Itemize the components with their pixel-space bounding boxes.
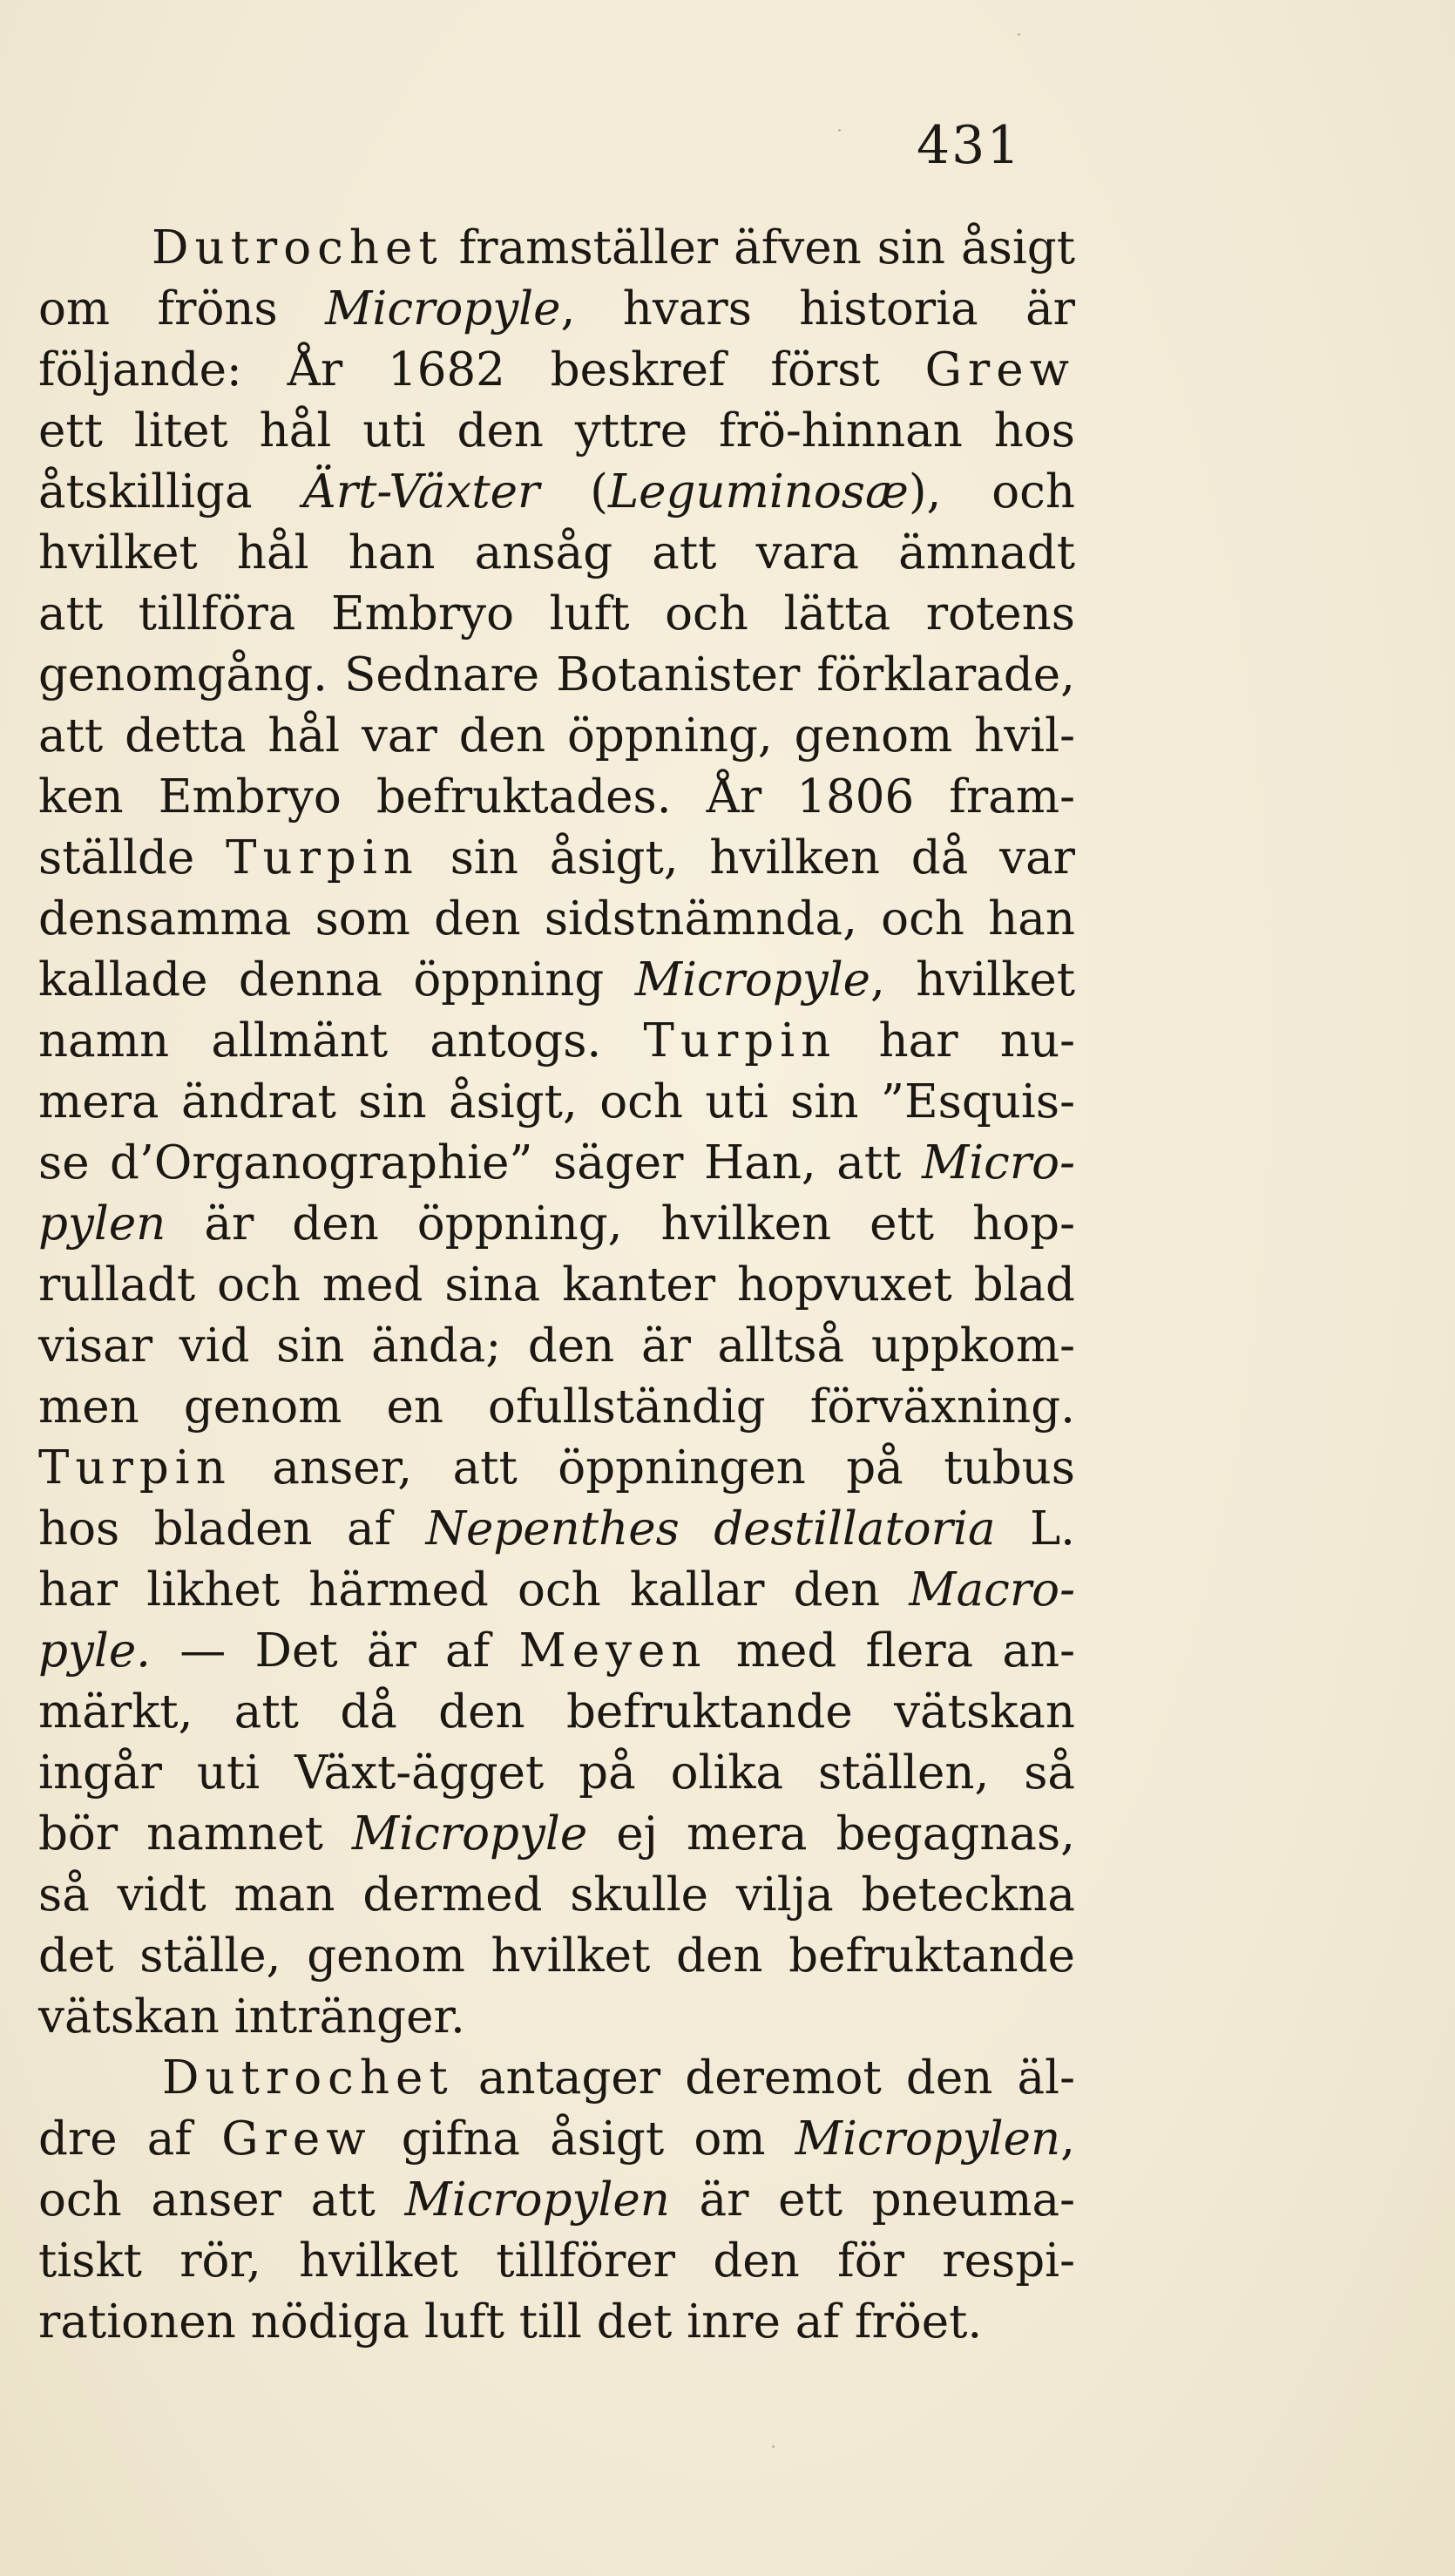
text-segment: dre af bbox=[38, 2112, 222, 2166]
text-segment: densamma som den sidstnämnda, och han bbox=[38, 892, 1075, 946]
italic-term: pylen bbox=[38, 1197, 166, 1251]
text-segment: följande: År 1682 beskref först bbox=[38, 343, 925, 397]
text-line bbox=[38, 1438, 1075, 1499]
text-segment: är den öppning, hvilken ett hop- bbox=[166, 1197, 1075, 1251]
text-segment: med flera an- bbox=[707, 1624, 1075, 1678]
text-line bbox=[38, 2109, 1075, 2170]
text-segment: märkt, att då den befruktande vätskan bbox=[38, 1685, 1075, 1739]
text-segment: så vidt man dermed skulle vilja beteckna bbox=[38, 1868, 1075, 1922]
text-segment: att detta hål var den öppning, genom hvil- bbox=[38, 709, 1075, 763]
italic-term: Nepenthes destillatoria bbox=[425, 1502, 996, 1556]
text-line bbox=[38, 1011, 1075, 1072]
italic-term: Micropyle bbox=[325, 282, 561, 336]
text-line bbox=[38, 1560, 1075, 1621]
text-line bbox=[38, 218, 1075, 279]
text-segment: tiskt rör, hvilket tillförer den för respi- bbox=[38, 2234, 1075, 2288]
spaced-name: Turpin bbox=[38, 1441, 232, 1495]
italic-term: Micropyle bbox=[351, 1807, 588, 1861]
text-segment: att tillföra Embryo luft och lätta rotens bbox=[38, 587, 1075, 641]
text-line bbox=[38, 767, 1075, 828]
text-segment: visar vid sin ända; den är alltså uppkom- bbox=[38, 1319, 1075, 1373]
text-line bbox=[38, 462, 1075, 523]
text-segment: ), och bbox=[908, 465, 1075, 519]
italic-term: Leguminosæ bbox=[607, 465, 909, 519]
text-segment: , bbox=[1060, 2112, 1075, 2166]
text-segment: — Det är af bbox=[151, 1624, 519, 1678]
italic-term: pyle. bbox=[38, 1624, 152, 1678]
spaced-name: Dutrochet bbox=[152, 221, 443, 275]
text-line bbox=[38, 340, 1075, 401]
text-segment: åtskilliga bbox=[38, 465, 303, 519]
text-line bbox=[38, 401, 1075, 462]
text-line bbox=[38, 1621, 1075, 1682]
text-segment: kallade denna öppning bbox=[38, 953, 635, 1007]
text-line bbox=[38, 1987, 1075, 2048]
text-segment: om fröns bbox=[38, 282, 326, 336]
text-segment: vätskan intränger. bbox=[38, 1990, 465, 2044]
text-segment: ( bbox=[539, 465, 608, 519]
text-segment: har nu- bbox=[836, 1014, 1075, 1068]
spaced-name: Meyen bbox=[518, 1624, 707, 1678]
text-line bbox=[38, 2048, 1075, 2109]
text-line bbox=[38, 1682, 1075, 1743]
text-segment: och anser att bbox=[38, 2173, 405, 2227]
text-line bbox=[38, 2170, 1075, 2231]
text-segment: ett litet hål uti den yttre frö-hinnan hos bbox=[38, 404, 1075, 458]
text-segment: hos bladen af bbox=[38, 1502, 426, 1556]
text-segment: är ett pneuma- bbox=[669, 2173, 1075, 2227]
spaced-name: Turpin bbox=[226, 831, 419, 885]
paragraph bbox=[38, 2048, 1075, 2353]
text-line bbox=[38, 889, 1075, 950]
text-segment: har likhet härmed och kallar den bbox=[38, 1563, 910, 1617]
text-line bbox=[38, 706, 1075, 767]
text-segment: framställer äfven sin åsigt bbox=[443, 221, 1075, 275]
text-segment: genomgång. Sednare Botanister förklarade, bbox=[38, 648, 1075, 702]
text-segment: det ställe, genom hvilket den befruktande bbox=[38, 1929, 1075, 1983]
text-segment: , hvars historia är bbox=[560, 282, 1076, 336]
text-line bbox=[38, 950, 1075, 1011]
text-line bbox=[38, 828, 1075, 889]
text-line bbox=[38, 2292, 1075, 2353]
paragraph bbox=[38, 218, 1075, 2048]
text-segment: se d’Organographie” säger Han, att bbox=[38, 1136, 922, 1190]
text-line bbox=[38, 1194, 1075, 1255]
italic-term: Micro- bbox=[921, 1136, 1075, 1190]
text-segment: rulladt och med sina kanter hopvuxet blad bbox=[38, 1258, 1075, 1312]
italic-term: Micropyle bbox=[634, 953, 871, 1007]
spaced-name: Grew bbox=[924, 343, 1075, 397]
text-line bbox=[38, 1255, 1075, 1316]
text-segment: L. bbox=[995, 1502, 1076, 1556]
text-line bbox=[38, 1865, 1075, 1926]
text-segment: ingår uti Växt-ägget på olika ställen, så bbox=[38, 1746, 1075, 1800]
text-segment: bör namnet bbox=[38, 1807, 352, 1861]
italic-term: Micropylen bbox=[404, 2173, 670, 2227]
text-segment: rationen nödiga luft till det inre af fröet. bbox=[38, 2295, 983, 2349]
text-segment: sin åsigt, hvilken då var bbox=[418, 831, 1075, 885]
spaced-name: Grew bbox=[221, 2112, 372, 2166]
text-line bbox=[38, 1133, 1075, 1194]
spaced-name: Turpin bbox=[643, 1014, 837, 1068]
text-segment: gifna åsigt om bbox=[371, 2112, 795, 2166]
text-line bbox=[38, 2231, 1075, 2292]
text-segment: men genom en ofullständig förväxning. bbox=[38, 1380, 1075, 1434]
text-segment: antager deremot den äl- bbox=[453, 2051, 1075, 2105]
text-segment: ken Embryo befruktades. År 1806 fram- bbox=[38, 770, 1075, 824]
text-segment: hvilket hål han ansåg att vara ämnadt bbox=[38, 526, 1075, 580]
text-segment: , hvilket bbox=[870, 953, 1076, 1007]
italic-term: Macro- bbox=[909, 1563, 1075, 1617]
text-segment: ej mera begagnas, bbox=[587, 1807, 1076, 1861]
italic-term: Micropylen bbox=[795, 2112, 1061, 2166]
spaced-name: Dutrochet bbox=[162, 2051, 454, 2105]
text-segment: namn allmänt antogs. bbox=[38, 1014, 644, 1068]
text-segment: mera ändrat sin åsigt, och uti sin ”Esquis- bbox=[38, 1075, 1075, 1129]
text-line bbox=[38, 584, 1075, 645]
text-line bbox=[38, 1377, 1075, 1438]
text-segment: anser, att öppningen på tubus bbox=[231, 1441, 1075, 1495]
italic-term: Ärt-Växter bbox=[302, 465, 540, 519]
text-line bbox=[38, 1499, 1075, 1560]
text-line bbox=[38, 279, 1075, 340]
page-number: 431 bbox=[917, 115, 1022, 176]
text-line bbox=[38, 1316, 1075, 1377]
body-text bbox=[38, 218, 1075, 2353]
text-line bbox=[38, 1804, 1075, 1865]
text-segment: ställde bbox=[38, 831, 227, 885]
text-line bbox=[38, 523, 1075, 584]
text-line bbox=[38, 645, 1075, 706]
text-line bbox=[38, 1072, 1075, 1133]
text-line bbox=[38, 1926, 1075, 1987]
text-line bbox=[38, 1743, 1075, 1804]
